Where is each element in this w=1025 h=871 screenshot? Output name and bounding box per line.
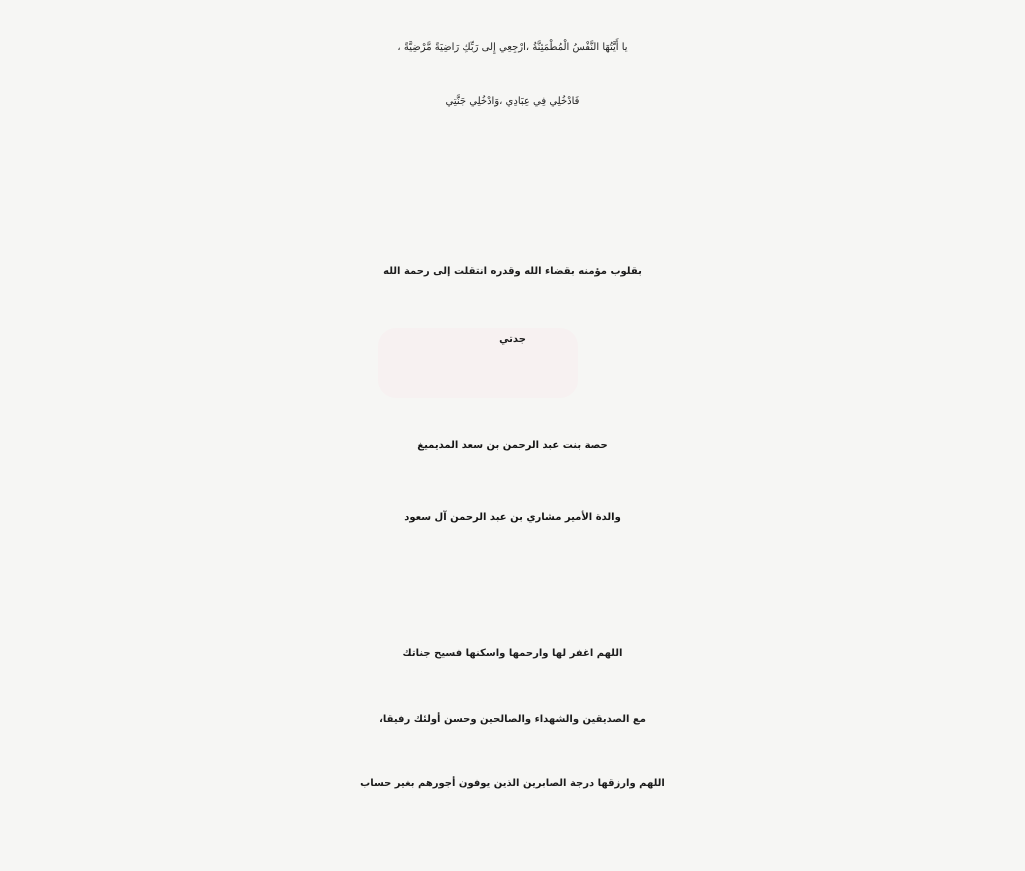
announcement-line: بقلوب مؤمنه بقضاء الله وقدره انتقلت إلى رحمة الله [383,266,642,277]
prayer-line-3: اللهم وارزقها درجة الصابرين الذين يوفون أجورهم بغير حساب [360,778,665,789]
relation-heading: جدتي [499,334,526,345]
deceased-name: حصة بنت عبد الرحمن بن سعد المديميغ [417,440,608,451]
prayer-line-2: مع الصديقين والشهداء والصالحين وحسن أولئك رفيقا، [379,714,646,725]
deceased-relation: والدة الأمير مشاري بن عبد الرحمن آل سعود [404,512,621,523]
quran-verse-line-1: يا أَيَّتُهَا النَّفْسُ الْمُطْمَئِنَّةُ ،ارْجِعِي إِلى رَبِّكِ رَاضِيَةً مَّرْضِيَّةً ، [397,42,628,53]
prayer-line-1: اللهم اغفر لها وارحمها واسكنها فسيح جناتك [402,648,623,659]
quran-verse-line-2: فَادْخُلِي فِي عِبَادِي ،وَادْخُلِي جَنَّتِي [445,96,580,107]
